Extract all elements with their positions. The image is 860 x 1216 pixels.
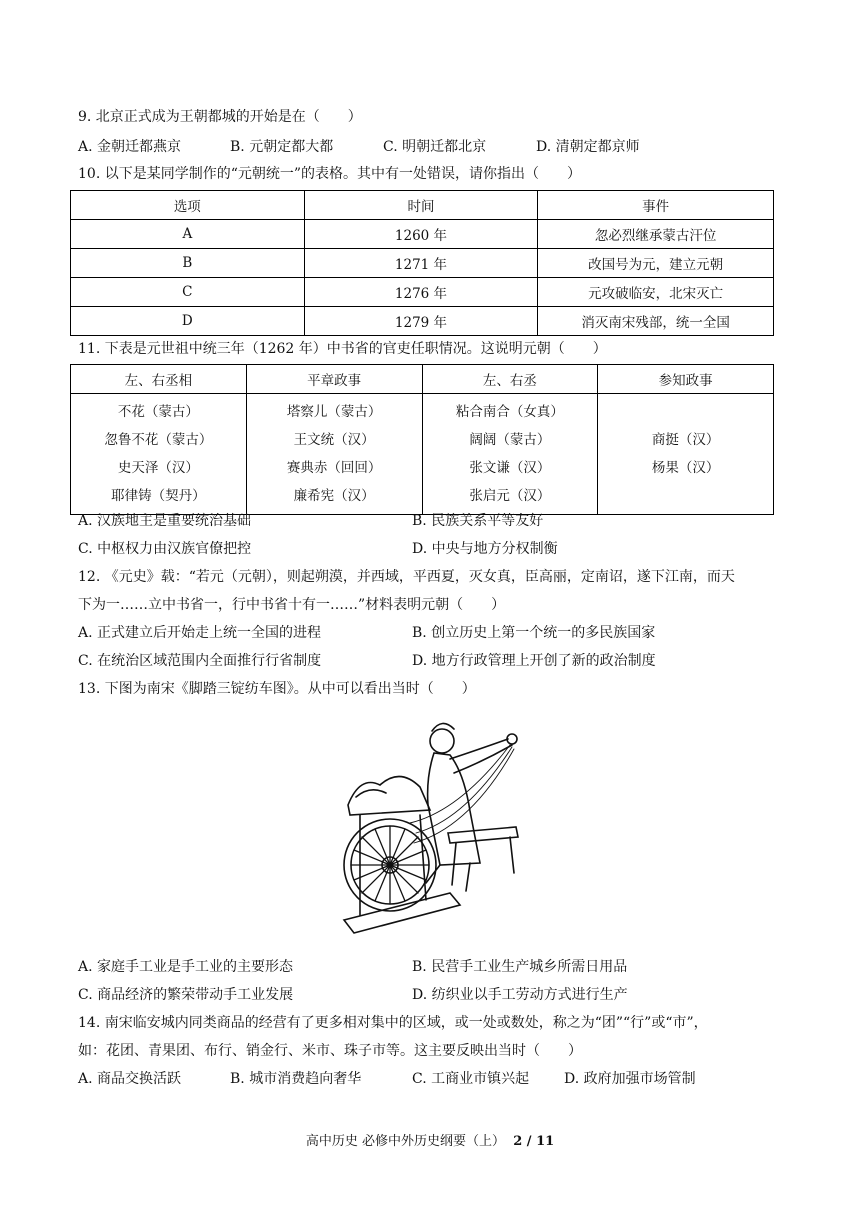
table-cell: [71, 394, 247, 515]
page-footer: [0, 1130, 860, 1149]
official-name: 耶律铸（契丹）: [111, 488, 206, 504]
q9-stem: 9. 北京正式成为王朝都城的开始是在（ ）: [78, 109, 362, 125]
table-cell: 元攻破临安，北宋灭亡: [538, 278, 774, 307]
table-cell: A: [71, 220, 305, 249]
q12-options-row2: [78, 651, 778, 671]
table-row: [71, 220, 774, 249]
q14-option-d[interactable]: D. 政府加强市场管制: [564, 1071, 696, 1087]
table-header-cell: 平章政事: [246, 365, 422, 394]
q12-option-b[interactable]: B. 创立历史上第一个统一的多民族国家: [412, 625, 656, 641]
q12-stem-line1: 12. 《元史》载：“若元（元朝），则起朔漠，并西域，平西夏，灭女真，臣高丽，定南诏，遂下江南，而天: [78, 569, 735, 585]
table-header-cell: 左、右丞: [422, 365, 598, 394]
table-cell: 1279 年: [304, 307, 538, 336]
q14-stem-line1: 14. 南宋临安城内同类商品的经营有了更多相对集中的区域，或一处或数处，称之为“团”“行”或“市”，: [78, 1015, 708, 1031]
q11-option-b[interactable]: B. 民族关系平等友好: [412, 513, 544, 529]
table-cell: 1260 年: [304, 220, 538, 249]
official-name: 张文谦（汉）: [469, 460, 551, 476]
q11-options-row1: [78, 511, 778, 531]
table-cell: 消灭南宋残部，统一全国: [538, 307, 774, 336]
q9-option-c[interactable]: C. 明朝迁都北京: [383, 139, 487, 155]
q13-stem: 13. 下图为南宋《脚踏三锭纺车图》。从中可以看出当时（ ）: [78, 681, 476, 697]
table-row: [71, 394, 774, 515]
official-name: 商挺（汉）: [651, 432, 720, 448]
q9-option-d[interactable]: D. 清朝定都京师: [536, 139, 640, 155]
q14-option-b[interactable]: B. 城市消费趋向奢华: [230, 1071, 362, 1087]
official-name: 王文统（汉）: [293, 432, 375, 448]
q13-option-c[interactable]: C. 商品经济的繁荣带动手工业发展: [78, 987, 294, 1003]
official-name: 粘合南合（女真）: [455, 404, 564, 420]
page-number: 2 / 11: [513, 1134, 555, 1149]
table-row: [71, 278, 774, 307]
table-header-cell: 参知政事: [598, 365, 774, 394]
q11-stem: 11. 下表是元世祖中统三年（1262 年）中书省的官吏任职情况。这说明元朝（ ）: [78, 341, 607, 357]
q11-option-c[interactable]: C. 中枢权力由汉族官僚把控: [78, 541, 252, 557]
table-cell: B: [71, 249, 305, 278]
official-name: 杨果（汉）: [651, 460, 720, 476]
q14-option-a[interactable]: A. 商品交换活跃: [78, 1071, 182, 1087]
official-name: 赛典赤（回回）: [286, 460, 382, 476]
table-header-cell: 时间: [304, 191, 538, 220]
table-cell: 忽必烈继承蒙古汗位: [538, 220, 774, 249]
q9-options: [78, 137, 778, 157]
q11-table: [70, 364, 774, 515]
q12-options-row1: [78, 623, 778, 643]
q11-option-d[interactable]: D. 中央与地方分权制衡: [412, 541, 558, 557]
q14-options: [78, 1069, 778, 1089]
table-cell: 改国号为元，建立元朝: [538, 249, 774, 278]
table-cell: [422, 394, 598, 515]
q14-stem-line2: 如：花团、青果团、布行、销金行、米市、珠子市等。这主要反映出当时（ ）: [78, 1043, 582, 1059]
q10-table: [70, 190, 774, 336]
q11-option-a[interactable]: A. 汉族地主是重要统治基础: [78, 513, 252, 529]
table-cell: C: [71, 278, 305, 307]
official-name: [598, 398, 773, 426]
official-name: 忽鲁不花（蒙古）: [104, 432, 213, 448]
table-cell: D: [71, 307, 305, 336]
q12-option-a[interactable]: A. 正式建立后开始走上统一全国的进程: [78, 625, 322, 641]
table-row: [71, 307, 774, 336]
q12-option-d[interactable]: D. 地方行政管理上开创了新的政治制度: [412, 653, 656, 669]
q13-option-d[interactable]: D. 纺织业以手工劳动方式进行生产: [412, 987, 628, 1003]
table-header-cell: 选项: [71, 191, 305, 220]
official-name: 廉希宪（汉）: [293, 488, 375, 504]
q13-option-b[interactable]: B. 民营手工业生产城乡所需日用品: [412, 959, 628, 975]
footer-title: 高中历史 必修中外历史纲要（上）: [305, 1134, 505, 1149]
table-cell: [246, 394, 422, 515]
q14-option-c[interactable]: C. 工商业市镇兴起: [412, 1071, 530, 1087]
table-row: [71, 249, 774, 278]
table-header-cell: 左、右丞相: [71, 365, 247, 394]
q12-option-c[interactable]: C. 在统治区域范围内全面推行行省制度: [78, 653, 322, 669]
official-name: 阔阔（蒙古）: [469, 432, 551, 448]
q9-option-a[interactable]: A. 金朝迁都燕京: [78, 139, 182, 155]
q10-stem: 10. 以下是某同学制作的“元朝统一”的表格。其中有一处错误，请你指出（ ）: [78, 166, 582, 182]
official-name: [598, 482, 773, 510]
q9-option-b[interactable]: B. 元朝定都大都: [230, 139, 334, 155]
table-cell: 1276 年: [304, 278, 538, 307]
table-header-cell: 事件: [538, 191, 774, 220]
q13-options-row1: [78, 957, 778, 977]
table-header-row: [71, 365, 774, 394]
q11-options-row2: [78, 539, 778, 559]
official-name: 不花（蒙古）: [117, 404, 199, 420]
spinning-wheel-illustration: [330, 715, 530, 940]
official-name: 史天泽（汉）: [117, 460, 199, 476]
table-cell: [598, 394, 774, 515]
table-cell: 1271 年: [304, 249, 538, 278]
q13-options-row2: [78, 985, 778, 1005]
q12-stem-line2: 下为一……立中书省一，行中书省十有一……”材料表明元朝（ ）: [78, 597, 506, 613]
table-header-row: [71, 191, 774, 220]
official-name: 塔察儿（蒙古）: [286, 404, 382, 420]
q13-option-a[interactable]: A. 家庭手工业是手工业的主要形态: [78, 959, 294, 975]
official-name: 张启元（汉）: [469, 488, 551, 504]
